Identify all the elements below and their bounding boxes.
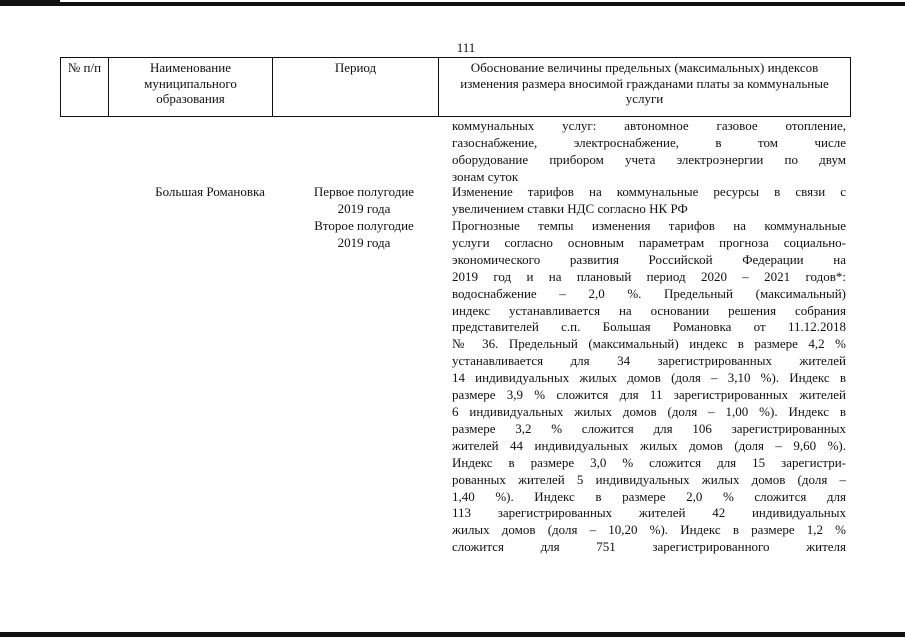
period-first-half: Первое полугодие 2019 года xyxy=(313,184,415,216)
text-line: № 36. Предельный (максимальный) индекс в размере 4,2 % xyxy=(452,336,846,352)
text-line: 14 индивидуальных жилых домов (доля – 3,10 %). Индекс в xyxy=(452,370,846,386)
top-border-rule xyxy=(0,2,905,6)
text-line: размере 3,2 % сложится для 106 зарегистрированных xyxy=(452,420,846,436)
municipality-name: Большая Романовка xyxy=(155,184,265,199)
text-line: водоснабжение – 2,0 %. Предельный (максимальный) xyxy=(452,285,846,301)
reason-forecast-rates xyxy=(452,218,846,556)
text-line: индекс устанавливается на основании решения собрания xyxy=(452,302,846,318)
text-line: Прогнозные темпы изменения тарифов на коммунальные xyxy=(452,218,846,233)
text-line: Индекс в размере 3,0 % сложится для 15 зарегистри- xyxy=(452,454,846,470)
text-line: оборудование прибором учета электроэнергии по двум xyxy=(452,151,846,167)
header-cell-municipality: Наименование муниципального образования xyxy=(109,58,273,116)
text-line: жителей 44 индивидуальных жилых домов (доля – 9,60 %). xyxy=(452,437,846,453)
text-line: газоснабжение, электроснабжение, в том числе xyxy=(452,134,846,150)
text-line: 113 зарегистрированных жителей 42 индивидуальных xyxy=(452,505,846,521)
header-cell-basis: Обоснование величины предельных (максимальных) индексов изменения размера вносимой гражданами платы за коммунальные услуги xyxy=(460,60,829,106)
text-line: зонам суток xyxy=(452,168,519,184)
text-line: Изменение тарифов на коммунальные ресурсы в связи с xyxy=(452,184,846,199)
text-line: сложится для 751 зарегистрированного жителя xyxy=(452,539,846,555)
continuation-text xyxy=(452,118,846,186)
text-line: 2019 год и на плановый период 2020 – 2021 годов*: xyxy=(452,268,846,284)
header-cell-number: № п/п xyxy=(61,58,109,116)
table-header xyxy=(60,57,851,117)
text-line: экономического развития Российской Федерации на xyxy=(452,251,846,267)
text-line: размере 3,9 % сложится для 11 зарегистрированных жителей xyxy=(452,387,846,403)
bottom-border-rule xyxy=(0,632,905,637)
text-line: 6 индивидуальных жилых домов (доля – 1,00 %). Индекс в xyxy=(452,403,846,419)
text-line: 1,40 %). Индекс в размере 2,0 % сложится для xyxy=(452,488,846,504)
text-line: устанавливается для 34 зарегистрированных жителей xyxy=(452,353,846,369)
text-line: услуги согласно основным параметрам прогноза социально- xyxy=(452,234,846,250)
text-line: жилых домов (доля – 10,20 %). Индекс в размере 1,2 % xyxy=(452,522,846,538)
text-line: увеличением ставки НДС согласно НК РФ xyxy=(452,200,688,216)
text-line: рованных жителей 5 индивидуальных жилых домов (доля – xyxy=(452,471,846,487)
period-second-half: Второе полугодие 2019 года xyxy=(314,218,414,250)
reason-vat-change xyxy=(452,184,846,218)
page-number: 111 xyxy=(456,40,476,55)
header-cell-period: Период xyxy=(273,58,439,116)
text-line: представителей с.п. Большая Романовка от 11.12.2018 xyxy=(452,319,846,335)
text-line: коммунальных услуг: автономное газовое отопление, xyxy=(452,118,846,133)
